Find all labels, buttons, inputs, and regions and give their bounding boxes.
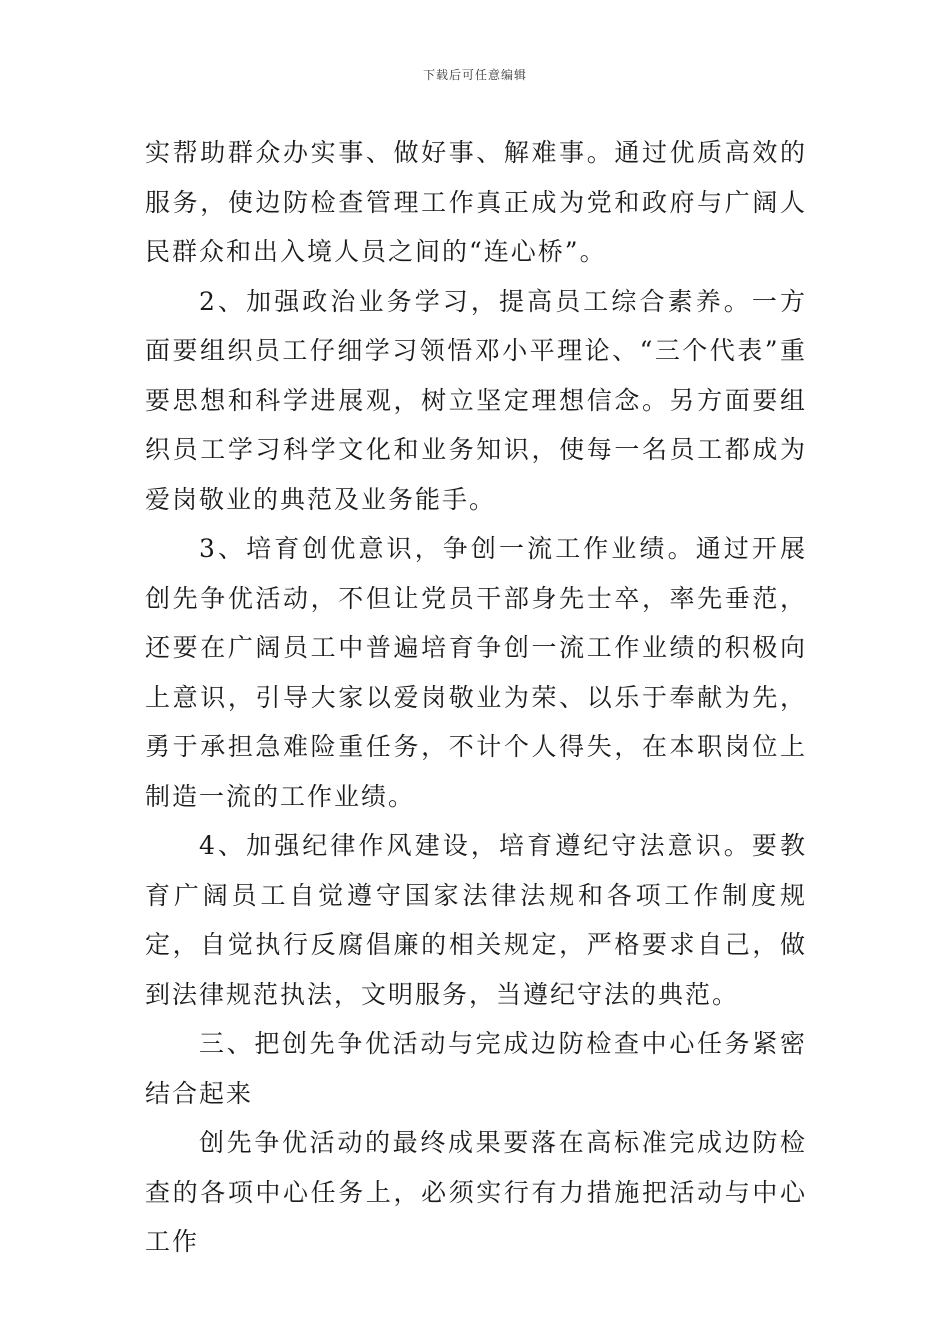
paragraph-item-2: 2、加强政治业务学习，提高员工综合素养。一方面要组织员工仔细学习领悟邓小平理论、“三个代表”重要思想和科学进展观，树立坚定理想信念。另方面要组织员工学习科学文化和业务知识，使每一名员工都成为爱岗敬业的典范及业务能手。 <box>145 286 807 514</box>
page-header-note: 下载后可任意编辑 <box>422 68 527 82</box>
paragraph-item-3: 3、培育创优意识，争创一流工作业绩。通过开展创先争优活动，不但让党员干部身先士卒，率先垂范，还要在广阔员工中普遍培育争创一流工作业绩的积极向上意识，引导大家以爱岗敬业为荣、以乐于奉献为先，勇于承担急难险重任务，不计个人得失，在本职岗位上制造一流的工作业绩。 <box>145 534 807 811</box>
section-heading-3: 三、把创先争优活动与完成边防检查中心任务紧密结合起来 <box>145 1029 807 1108</box>
document-body <box>145 128 807 1267</box>
paragraph-item-4: 4、加强纪律作风建设，培育遵纪守法意识。要教育广阔员工自觉遵守国家法律法规和各项工作制度规定，自觉执行反腐倡廉的相关规定，严格要求自己，做到法律规范执法，文明服务，当遵纪守法的典范。 <box>145 831 807 1009</box>
paragraph-continuation: 实帮助群众办实事、做好事、解难事。通过优质高效的服务，使边防检查管理工作真正成为党和政府与广阔人民群众和出入境人员之间的“连心桥”。 <box>145 138 807 266</box>
paragraph-section-3-body: 创先争优活动的最终成果要落在高标准完成边防检查的各项中心任务上，必须实行有力措施把活动与中心工作 <box>145 1128 807 1256</box>
